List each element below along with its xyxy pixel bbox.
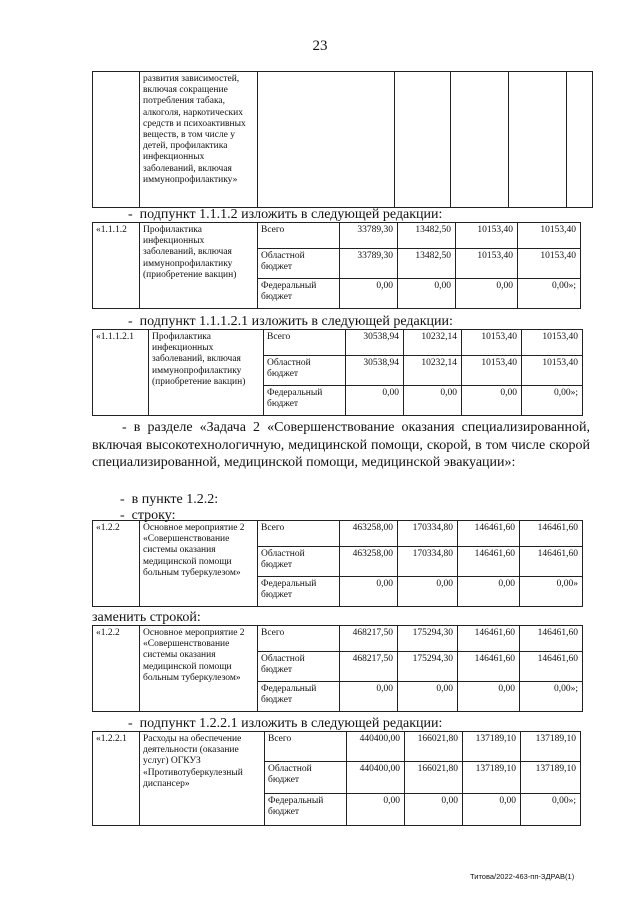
table-1-1-1-2 xyxy=(92,222,581,309)
page-number: 23 xyxy=(312,38,328,54)
value-cell: 0,00 xyxy=(398,577,458,607)
table-1-1-1-2-1 xyxy=(92,329,583,416)
value-cell: 0,00»; xyxy=(521,794,581,826)
value-cell: 0,00»; xyxy=(518,279,581,309)
instruction-line: - в пункте 1.2.2: xyxy=(120,492,219,507)
value-cell: 463258,00 xyxy=(340,547,398,577)
value-cell: 146461,60 xyxy=(458,626,520,652)
value-cell: 0,00» xyxy=(520,577,583,607)
instruction-line: - подпункт 1.1.1.2 изложить в следующей редакции: xyxy=(128,207,443,222)
instruction-line: заменить строкой: xyxy=(92,610,201,625)
code-cell: «1.1.1.2 xyxy=(93,223,140,309)
value-cell: 146461,60 xyxy=(458,652,520,682)
value-cell: 137189,10 xyxy=(521,762,581,794)
section-paragraph: - в разделе «Задача 2 «Совершенствование оказания специализированной, включая высокотехнологичную, медицинской помощи, скорой, в том числе скорой специализированной, медицинской помощи, медицинской эвакуации»: xyxy=(92,420,590,470)
code-cell: «1.2.2 xyxy=(93,626,140,712)
value-cell: 166021,80 xyxy=(405,762,463,794)
instruction-line: - подпункт 1.2.2.1 изложить в следующей редакции: xyxy=(128,716,443,731)
value-cell: 0,00 xyxy=(398,682,458,712)
value-cell: 137189,10 xyxy=(463,762,521,794)
label-cell: Всего xyxy=(265,732,347,762)
value-cell: 0,00 xyxy=(340,279,398,309)
label-cell: Областной бюджет xyxy=(258,249,340,279)
value-cell: 10232,14 xyxy=(404,330,462,356)
value-cell: 10153,40 xyxy=(456,223,518,249)
value-cell: 0,00 xyxy=(463,794,521,826)
value-cell: 33789,30 xyxy=(340,223,398,249)
label-cell: Федеральный бюджет xyxy=(265,794,347,826)
label-cell: Федеральный бюджет xyxy=(258,577,340,607)
value-cell: 146461,60 xyxy=(520,547,583,577)
label-cell: Всего xyxy=(258,626,340,652)
value-cell: 166021,80 xyxy=(405,732,463,762)
table-continuation xyxy=(92,71,593,208)
value-cell: 0,00 xyxy=(398,279,456,309)
instruction-line: - подпункт 1.1.1.2.1 изложить в следующей редакции: xyxy=(128,314,453,329)
value-cell: 10153,40 xyxy=(522,356,583,386)
value-cell: 170334,80 xyxy=(398,547,458,577)
label-cell: Областной бюджет xyxy=(265,762,347,794)
value-cell: 170334,80 xyxy=(398,521,458,547)
table-1-2-2-new xyxy=(92,625,583,712)
value-cell: 0,00 xyxy=(340,682,398,712)
value-cell: 10153,40 xyxy=(456,249,518,279)
value-cell: 30538,94 xyxy=(346,356,404,386)
value-cell: 0,00 xyxy=(346,386,404,416)
name-cell: развития зависимостей, включая сокращение потребления табака, алкоголя, наркотических средств и психоактивных веществ, в том числе у детей, профилактика инфекционных заболеваний, включая иммунопрофилактику» xyxy=(140,72,258,208)
name-cell: Основное мероприятие 2 «Совершенствование системы оказания медицинской помощи больным туберкулезом» xyxy=(140,521,258,607)
name-cell: Профилактика инфекционных заболеваний, включая иммунопрофилактику (приобретение вакцин) xyxy=(149,330,264,416)
label-cell: Федеральный бюджет xyxy=(258,682,340,712)
value-cell: 146461,60 xyxy=(520,521,583,547)
value-cell: 0,00 xyxy=(347,794,405,826)
name-cell: Расходы на обеспечение деятельности (оказание услуг) ОГКУЗ «Противотуберкулезный диспансер» xyxy=(140,732,265,826)
value-cell: 10153,40 xyxy=(462,356,522,386)
value-cell: 0,00 xyxy=(405,794,463,826)
code-cell: «1.1.1.2.1 xyxy=(93,330,149,416)
label-cell: Всего xyxy=(264,330,346,356)
value-cell: 137189,10 xyxy=(521,732,581,762)
value-cell: 137189,10 xyxy=(463,732,521,762)
table-1-2-2-old xyxy=(92,520,583,607)
name-cell: Основное мероприятие 2 «Совершенствование системы оказания медицинской помощи больным туберкулезом» xyxy=(140,626,258,712)
value-cell: 468217,50 xyxy=(340,626,398,652)
value-cell: 10232,14 xyxy=(404,356,462,386)
table-1-2-2-1 xyxy=(92,731,581,826)
value-cell: 0,00 xyxy=(458,577,520,607)
value-cell: 10153,40 xyxy=(518,249,581,279)
value-cell: 10153,40 xyxy=(522,330,583,356)
value-cell: 0,00 xyxy=(462,386,522,416)
name-cell: Профилактика инфекционных заболеваний, включая иммунопрофилактику (приобретение вакцин) xyxy=(140,223,258,309)
value-cell: 468217,50 xyxy=(340,652,398,682)
label-cell: Федеральный бюджет xyxy=(258,279,340,309)
value-cell: 175294,30 xyxy=(398,652,458,682)
document-footer: Титова/2022-463-пп-ЗДРАВ(1) xyxy=(470,872,575,881)
value-cell: 30538,94 xyxy=(346,330,404,356)
value-cell: 146461,60 xyxy=(458,521,520,547)
value-cell: 175294,30 xyxy=(398,626,458,652)
value-cell: 13482,50 xyxy=(398,223,456,249)
label-cell: Федеральный бюджет xyxy=(264,386,346,416)
value-cell: 0,00 xyxy=(340,577,398,607)
label-cell: Областной бюджет xyxy=(264,356,346,386)
label-cell: Областной бюджет xyxy=(258,547,340,577)
code-cell xyxy=(93,72,140,208)
value-cell: 146461,60 xyxy=(520,626,583,652)
code-cell: «1.2.2.1 xyxy=(93,732,140,826)
value-cell: 10153,40 xyxy=(462,330,522,356)
value-cell: 0,00 xyxy=(404,386,462,416)
value-cell: 0,00»; xyxy=(520,682,583,712)
value-cell: 13482,50 xyxy=(398,249,456,279)
value-cell: 440400,00 xyxy=(347,732,405,762)
code-cell: «1.2.2 xyxy=(93,521,140,607)
value-cell: 33789,30 xyxy=(340,249,398,279)
value-cell: 440400,00 xyxy=(347,762,405,794)
value-cell: 463258,00 xyxy=(340,521,398,547)
instruction-line: - строку: xyxy=(120,508,176,523)
value-cell: 0,00»; xyxy=(522,386,583,416)
value-cell: 146461,60 xyxy=(458,547,520,577)
value-cell: 10153,40 xyxy=(518,223,581,249)
value-cell: 0,00 xyxy=(458,682,520,712)
value-cell: 0,00 xyxy=(456,279,518,309)
label-cell: Всего xyxy=(258,521,340,547)
value-cell: 146461,60 xyxy=(520,652,583,682)
label-cell: Всего xyxy=(258,223,340,249)
label-cell: Областной бюджет xyxy=(258,652,340,682)
